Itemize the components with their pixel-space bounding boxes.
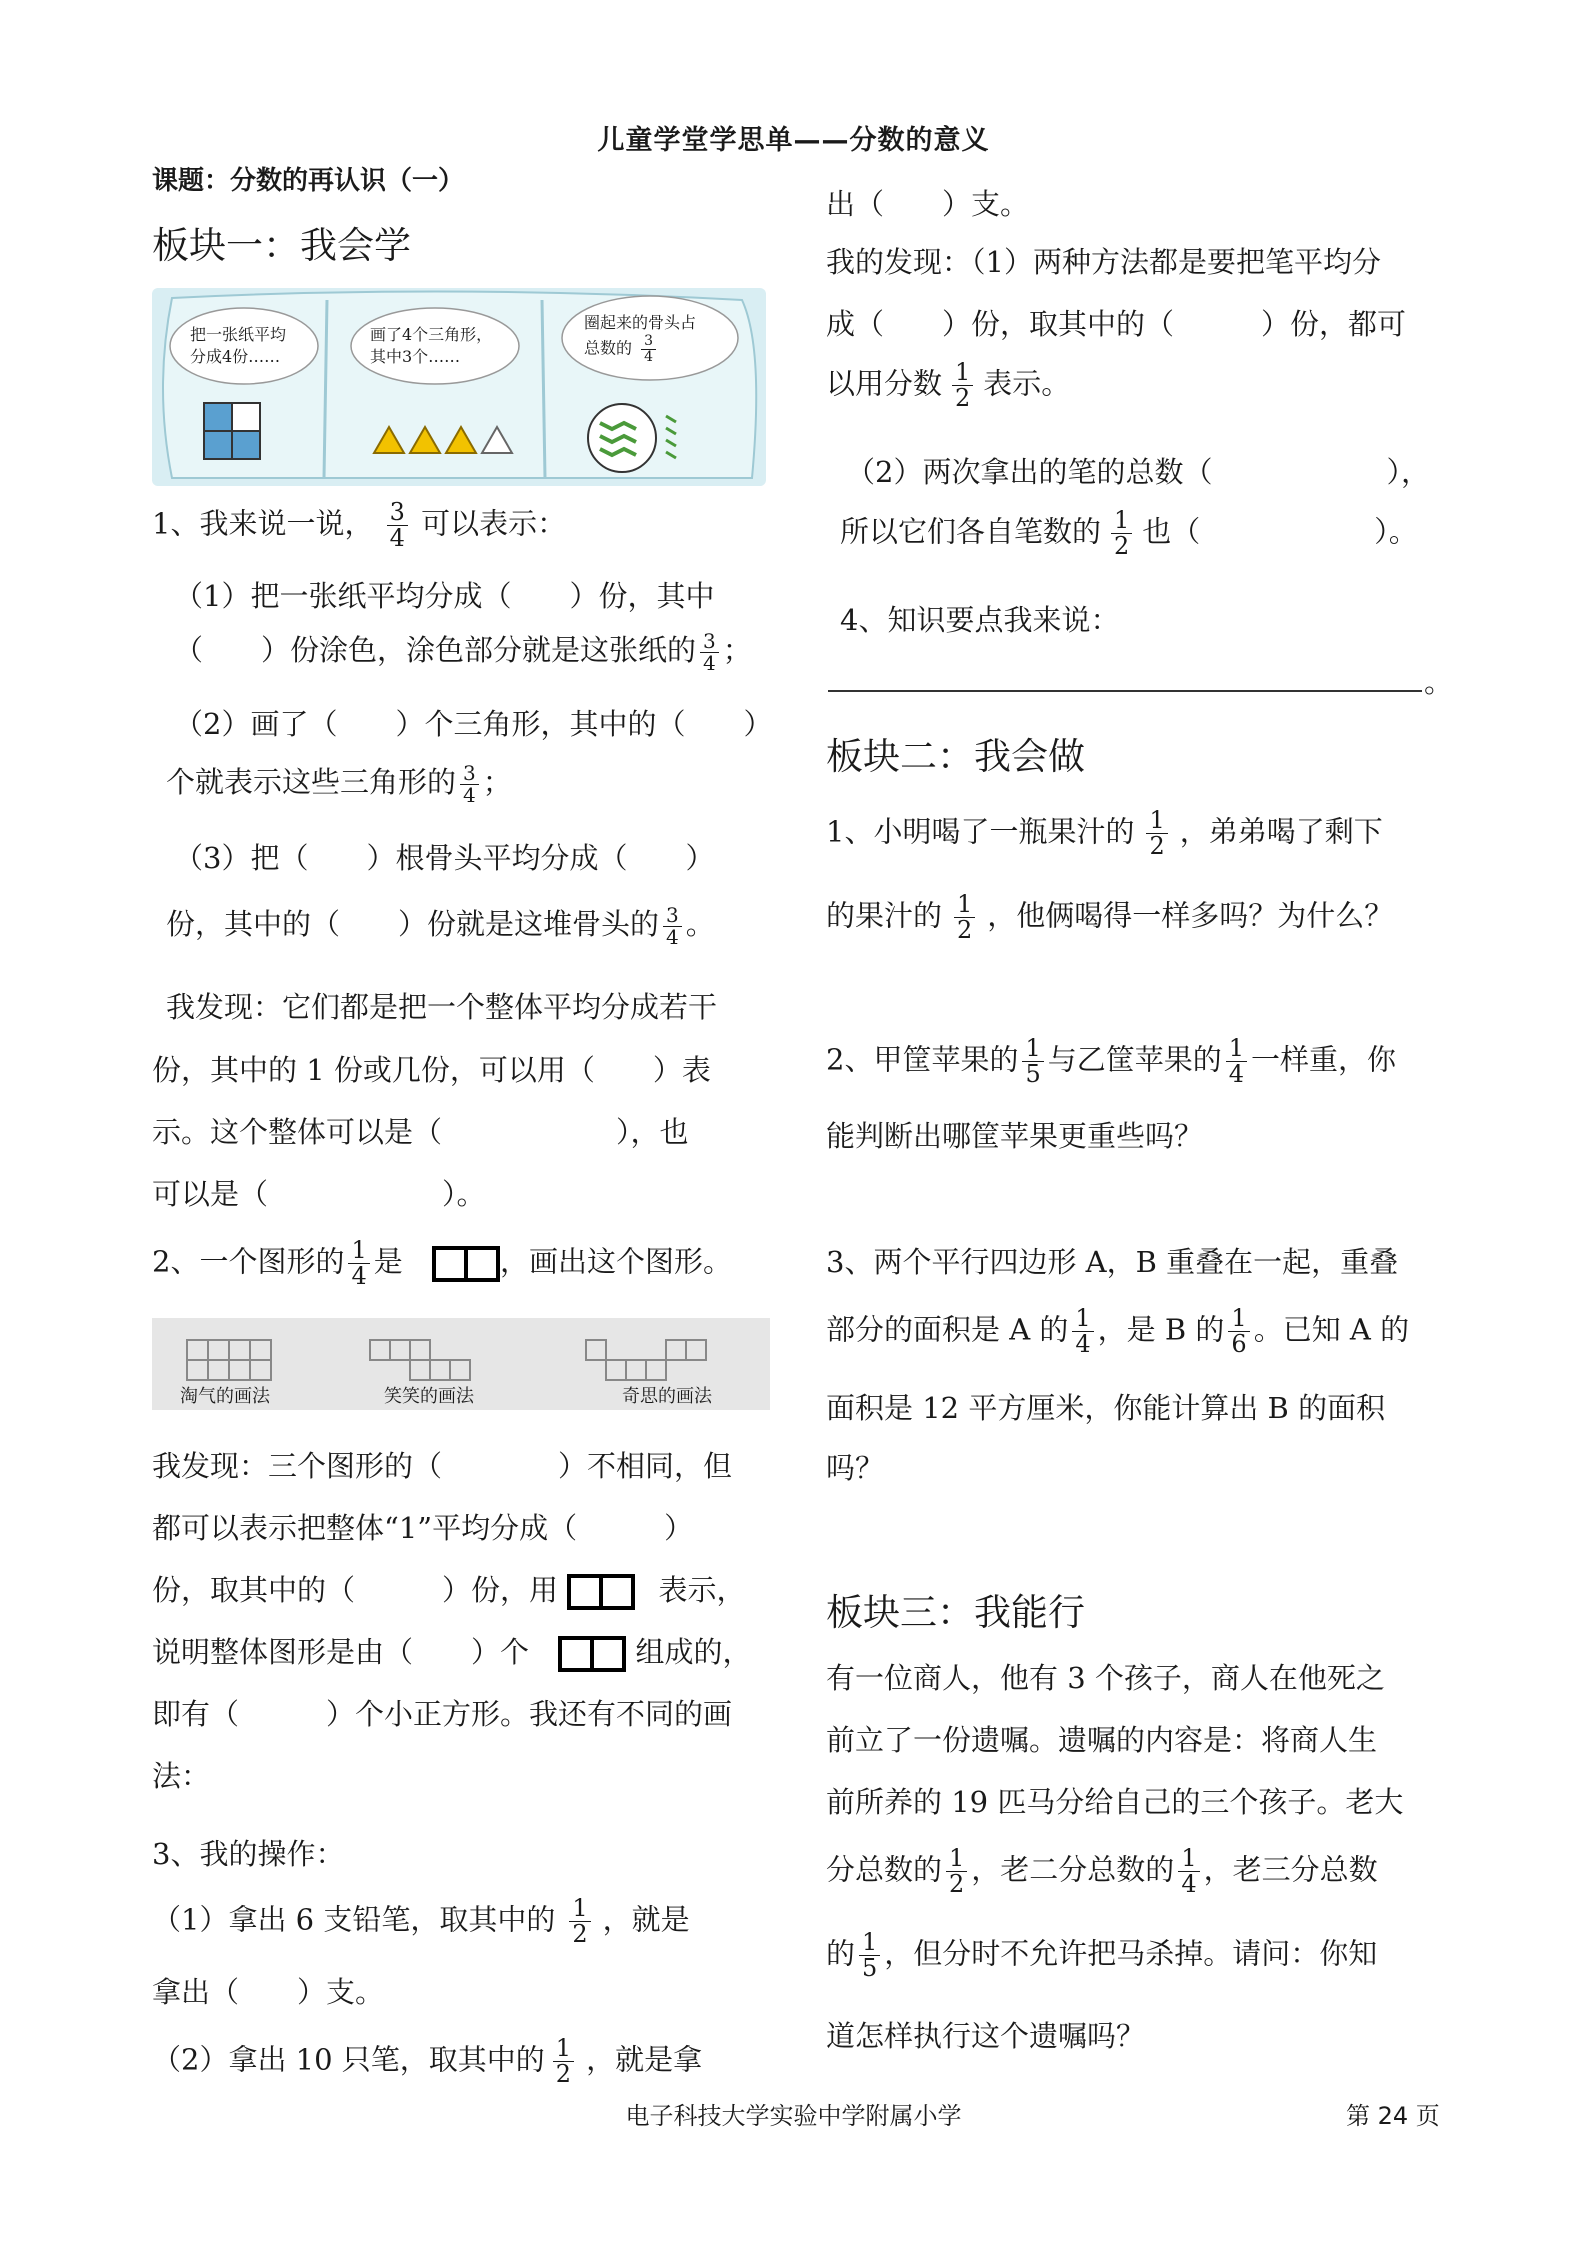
fraction-3-4: $\frac{3}{4}$ xyxy=(387,500,408,551)
find1-line1: 我发现：它们都是把一个整体平均分成若干 xyxy=(166,990,718,1024)
section3-heading: 板块三：我能行 xyxy=(826,1591,1085,1634)
q1-1a: （1）把一张纸平均分成（ ）份，其中 xyxy=(174,579,715,613)
two-square-shape xyxy=(558,1636,626,1672)
bubble1-text: 把一张纸平均 分成4份…… xyxy=(190,325,287,366)
two-square-shape xyxy=(432,1246,500,1282)
find2-line1: 我发现：三个图形的（ ）不相同，但 xyxy=(152,1449,733,1483)
disc-line5: 所以它们各自笔数的 $\frac{1}{2}$ 也（ ）。 xyxy=(840,506,1418,561)
q4-line: 4、知识要点我来说： xyxy=(840,603,1120,637)
illustration-panel xyxy=(152,288,766,486)
p3-line2: 部分的面积是 A 的 $\frac{1}{4}$ ，是 B 的 $\frac{1}{6}$ 。已知 A 的 xyxy=(826,1304,1410,1359)
p3-line1: 3、两个平行四边形 A，B 重叠在一起，重叠 xyxy=(826,1245,1399,1279)
find2-line4: 说明整体图形是由（ ）个 组成的， xyxy=(152,1630,751,1672)
q3-2a: （2）拿出 10 只笔，取其中的 $\frac{1}{2}$ ，就是拿 xyxy=(152,2034,703,2089)
q1-2a: （2）画了（ ）个三角形，其中的（ ） xyxy=(174,707,773,741)
fraction: $\frac{3}{4}$ xyxy=(641,334,656,364)
find2-line6: 法： xyxy=(152,1759,211,1793)
disc-line2: 成（ ）份，取其中的（ ）份，都可 xyxy=(826,307,1407,341)
find2-line3: 份，取其中的（ ）份，用 表示， xyxy=(152,1568,745,1610)
q2-drawings xyxy=(152,1318,770,1410)
square-icon xyxy=(204,403,260,459)
find1-line3: 示。这个整体可以是（ ），也 xyxy=(152,1115,689,1149)
story-line4: 分总数的 $\frac{1}{2}$ ，老二分总数的 $\frac{1}{4}$ ，老三分总数 xyxy=(826,1844,1378,1899)
q1-2b: 个就表示这些三角形的 $\frac{3}{4}$ ； xyxy=(166,760,512,807)
disc-line1: 我的发现：（1）两种方法都是要把笔平均分 xyxy=(826,245,1381,279)
story-line3: 前所养的 19 匹马分给自己的三个孩子。老大 xyxy=(826,1785,1404,1819)
section1-heading: 板块一：我会学 xyxy=(152,224,411,267)
story-line6: 道怎样执行这个遗嘱吗？ xyxy=(826,2019,1146,2053)
disc-line3: 以用分数 $\frac{1}{2}$ 表示。 xyxy=(826,358,1071,413)
q1-3a: （3）把（ ）根骨头平均分成（ ） xyxy=(174,841,715,875)
bubble3-text: 圈起来的骨头占 总数的 $\frac{3}{4}$ xyxy=(584,313,697,365)
find2-line5: 即有（ ）个小正方形。我还有不同的画 xyxy=(152,1697,733,1731)
find1-line2: 份，其中的 1 份或几份，可以用（ ）表 xyxy=(152,1053,711,1087)
q1-1b: （ ）份涂色，涂色部分就是这张纸的 $\frac{3}{4}$ ； xyxy=(174,628,752,675)
cont-line: 出（ ）支。 xyxy=(826,187,1030,221)
story-line2: 前立了一份遗嘱。遗嘱的内容是：将商人生 xyxy=(826,1723,1378,1757)
find2-line2: 都可以表示把整体“1”平均分成（ ） xyxy=(152,1511,694,1545)
story-line1: 有一位商人，他有 3 个孩子，商人在他死之 xyxy=(826,1661,1385,1695)
p1-line1: 1、小明喝了一瓶果汁的 $\frac{1}{2}$ ，弟弟喝了剩下 xyxy=(826,806,1383,861)
p2-line2: 能判断出哪筐苹果更重些吗？ xyxy=(826,1119,1204,1153)
q4-end: 。 xyxy=(1424,665,1454,699)
q3-heading: 3、我的操作： xyxy=(152,1837,345,1871)
p2-line1: 2、甲筐苹果的 $\frac{1}{5}$ 与乙筐苹果的 $\frac{1}{4}$ 一样重，你 xyxy=(826,1034,1397,1089)
p3-line3: 面积是 12 平方厘米，你能计算出 B 的面积 xyxy=(826,1391,1386,1425)
lesson-topic: 课题：分数的再认识（一） xyxy=(152,166,465,196)
q2-label-2: 笑笑的画法 xyxy=(384,1386,474,1407)
q3-1a: （1）拿出 6 支铅笔，取其中的 $\frac{1}{2}$ ，就是 xyxy=(152,1894,690,1949)
disc-line4: （2）两次拿出的笔的总数（ ）， xyxy=(846,455,1430,489)
answer-line xyxy=(828,690,1422,692)
two-square-shape xyxy=(567,1574,635,1610)
q3-1b: 拿出（ ）支。 xyxy=(152,1975,385,2009)
p3-line4: 吗？ xyxy=(826,1451,885,1485)
bubble2-text: 画了4个三角形， 其中3个…… xyxy=(370,325,493,366)
q2-label-1: 淘气的画法 xyxy=(180,1386,270,1407)
p1-line2: 的果汁的 $\frac{1}{2}$ ，他俩喝得一样多吗？为什么？ xyxy=(826,890,1394,945)
footer-page: 第 24 页 xyxy=(1346,2102,1440,2130)
q2-line: 2、一个图形的 $\frac{1}{4}$ 是 ，画出这个图形。 xyxy=(152,1236,732,1291)
find1-line4: 可以是（ ）。 xyxy=(152,1177,486,1211)
footer-school: 电子科技大学实验中学附属小学 xyxy=(625,2102,962,2130)
q1-line: 1、我来说一说， $\frac{3}{4}$ 可以表示： xyxy=(152,498,567,553)
story-line5: 的 $\frac{1}{5}$ ，但分时不允许把马杀掉。请问：你知 xyxy=(826,1928,1378,1983)
page-title: 儿童学堂学思单——分数的意义 xyxy=(597,125,990,156)
section2-heading: 板块二：我会做 xyxy=(826,735,1085,778)
q2-label-3: 奇思的画法 xyxy=(622,1386,712,1407)
q1-3b: 份，其中的（ ）份就是这堆骨头的 $\frac{3}{4}$ 。 xyxy=(166,902,715,949)
